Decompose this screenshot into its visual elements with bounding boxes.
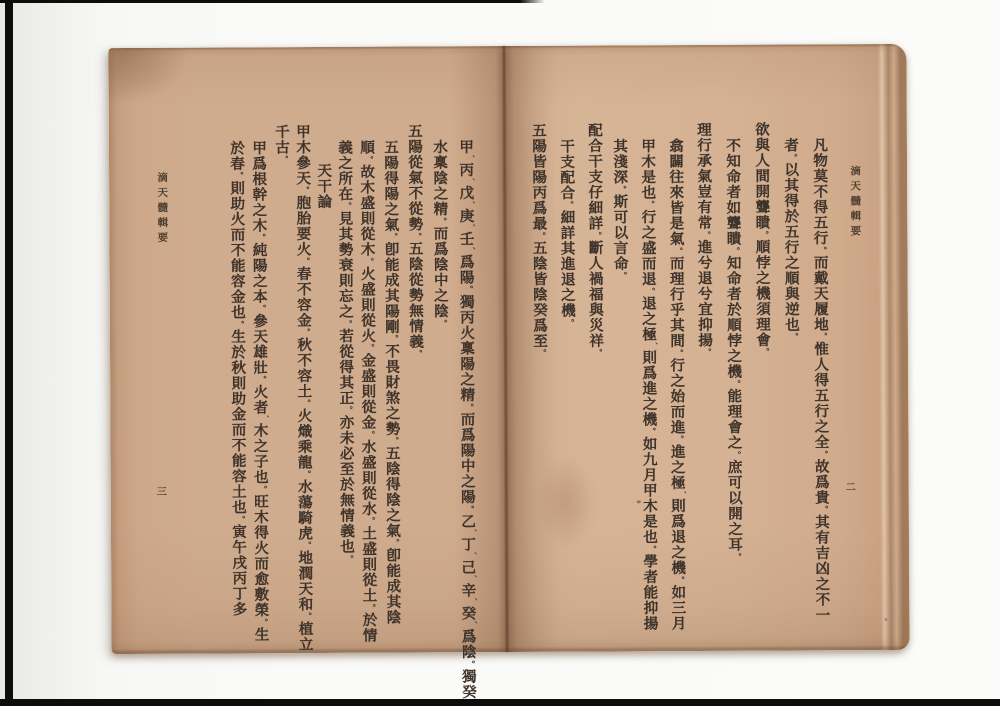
text-column-commentary: 凡物莫不得五行。而戴天履地。惟人得五行之全。故爲貴。其有吉凶之不一 (811, 137, 830, 623)
scanner-edge-bar-bottom (0, 699, 1000, 706)
text-column-verse: 欲與人間開聾瞶。順悖之機須理會。 (752, 121, 771, 357)
page-right (504, 44, 909, 652)
text-column-verse: 配合干支仔細詳。斷人禍福與災祥。 (585, 122, 604, 358)
text-column-commentary: 順。故木盛則從木。火盛則從火。金盛則從金。水盛則從水。土盛則從土。於情 (358, 139, 377, 644)
page-number: 二 (845, 482, 856, 494)
text-column-commentary: 其淺深。斯可以言命。 (611, 138, 628, 281)
book-spread (108, 44, 909, 700)
text-column-commentary: 甲木是也。行之盛而退。退之極、則爲進之機。如九月甲木是也。學者能抑揚 (639, 138, 658, 632)
text-column-heading: 天干論 (315, 162, 332, 210)
text-column-verse: 千古。 (272, 124, 290, 165)
paper-stain (534, 455, 597, 551)
text-column-commentary: 五陽得陽之氣。卽能成其陽剛。不畏財煞之勢。五陰得陰之氣。卽能成其陰 (382, 139, 401, 626)
text-column-commentary: 於春。則助火而不能容金也。生於秋則助金而不能容土也。寅午戌丙丁多 (228, 140, 247, 617)
text-column-verse: 五陽從氣不從勢。五陰從勢無情義。 (405, 123, 424, 359)
text-column-verse: 理行承氣豈有常。進兮退兮宜抑揚。 (694, 121, 713, 357)
text-column-commentary: 甲、丙、戊、庚、壬、爲陽。獨丙火稟陽之精。而爲陽中之陽。乙、丁、己、辛、癸、爲陰。獨癸 (457, 139, 477, 700)
text-column-commentary: 翕闢往來皆是氣。而理行乎其間。行之始而進。進之極、則爲退之機。如三月 (667, 138, 686, 632)
page-header-title: 滴天髓輯要 (156, 171, 168, 247)
paper-speck (637, 500, 641, 503)
text-column-verse: 五陽皆陽丙爲最。五陰皆陰癸爲至。 (529, 122, 548, 358)
text-column-verse: 甲木參天。胞胎要火。春不容金。秋不容土。火熾乘龍。水蕩騎虎。地潤天和。植立 (293, 124, 313, 653)
text-column-commentary: 干支配合。細詳其進退之機。 (558, 138, 576, 328)
paper-speck (884, 618, 887, 621)
text-column-commentary: 水稟陰之精。而爲陰中之陰。 (431, 139, 449, 328)
text-column-commentary: 不知命者如聾瞶。知命者於順悖之機。能理會之。庶可以開之耳。 (724, 137, 743, 562)
page-number: 三 (156, 486, 167, 498)
scanner-edge-bar-top (0, 0, 545, 3)
text-column-commentary: 者。以其得於五行之順與逆也。 (782, 137, 800, 342)
text-column-commentary: 義之所在。見其勢衰則忘之。若從得其正。亦未必至於無情義也。 (336, 139, 355, 564)
scanner-edge-bar-left (5, 0, 13, 706)
text-column-commentary: 甲爲根幹之木。純陽之本。參天雄壯。火者、木之子也。旺木得火而愈敷榮。生 (250, 140, 269, 643)
page-left (108, 46, 507, 700)
page-header-title: 滴天髓輯要 (849, 165, 861, 241)
